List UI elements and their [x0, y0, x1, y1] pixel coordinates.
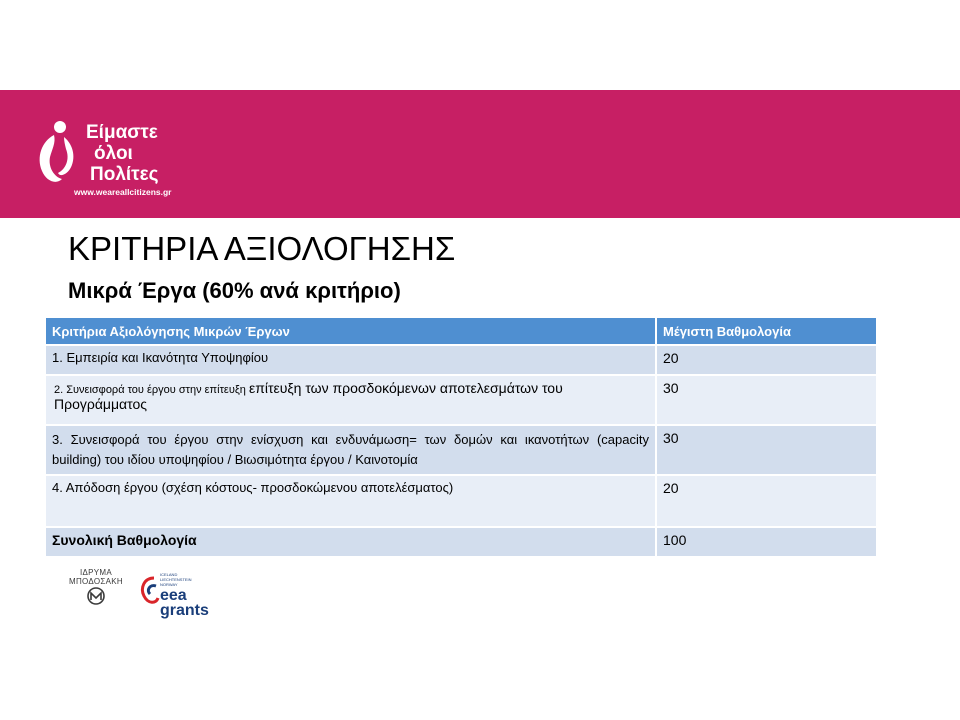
- logo-figure-icon: [34, 119, 78, 193]
- logo-text-line2: όλοι: [94, 143, 133, 164]
- eea-country-iceland: ICELAND: [160, 572, 178, 577]
- score-cell: 30: [656, 425, 876, 475]
- table-row: [46, 425, 876, 475]
- logo-text-line1: Είμαστε: [86, 122, 158, 143]
- eea-text-line2: grants: [160, 602, 209, 619]
- criterion-cell: 4. Απόδοση έργου (σχέση κόστους- προσδοκώμενου αποτελέσματος): [46, 475, 656, 527]
- page-title: ΚΡΙΤΗΡΙΑ ΑΞΙΟΛΟΓΗΣΗΣ: [68, 230, 456, 267]
- table-row: [46, 345, 876, 375]
- bodossakis-emblem-icon: [84, 586, 108, 606]
- table-row: [46, 475, 876, 527]
- table-row: [46, 375, 876, 425]
- weareallcitizens-logo: [30, 115, 220, 205]
- logo-url: www.weareallcitizens.gr: [74, 187, 172, 197]
- criterion-cell: [46, 375, 656, 425]
- criterion-cell: 1. Εμπειρία και Ικανότητα Υποψηφίου: [46, 345, 656, 375]
- eea-country-liechtenstein: LIECHTENSTEIN: [160, 577, 192, 582]
- logo-text-line3: Πολίτες: [90, 164, 159, 185]
- total-score: 100: [656, 527, 876, 556]
- total-label: Συνολική Βαθμολογία: [46, 527, 656, 556]
- criteria-table: [46, 318, 876, 556]
- eea-text-line1: eea: [160, 587, 187, 604]
- eea-swirl-icon: [138, 572, 160, 612]
- bodossakis-foundation-logo: [60, 568, 132, 614]
- bodossakis-line2: ΜΠΟΔΟΣΑΚΗ: [69, 577, 123, 586]
- bodossakis-line1: ΙΔΡΥΜΑ: [79, 568, 113, 577]
- criterion-cell: 3. Συνεισφορά του έργου στην ενίσχυση και ενδυνάμωση= των δομών και ικανοτήτων (capacity building) του ιδίου υποψηφίου / Βιωσιμότητα έργου / Καινοτομία: [46, 425, 656, 475]
- score-cell: 30: [656, 375, 876, 425]
- table-header-row: [46, 318, 876, 345]
- eea-country-norway: NORWAY: [160, 582, 178, 587]
- total-row: [46, 527, 876, 556]
- criterion-text-part2: επίτευξη των προσδοκόμενων αποτελεσμάτων του Προγράμματος: [54, 380, 563, 412]
- sponsor-logos: [60, 568, 220, 618]
- score-cell: 20: [656, 345, 876, 375]
- criterion-text-part1: 2. Συνεισφορά του έργου στην επίτευξη: [54, 384, 249, 396]
- score-cell: 20: [656, 475, 876, 527]
- criteria-column-header: Κριτήρια Αξιολόγησης Μικρών Έργων: [46, 318, 656, 345]
- eea-grants-logo: [138, 568, 228, 619]
- page-subtitle: Μικρά Έργα (60% ανά κριτήριο): [68, 278, 401, 303]
- max-score-column-header: Μέγιστη Βαθμολογία: [656, 318, 876, 345]
- eea-countries: [160, 572, 192, 587]
- eea-grants-text: [160, 588, 209, 618]
